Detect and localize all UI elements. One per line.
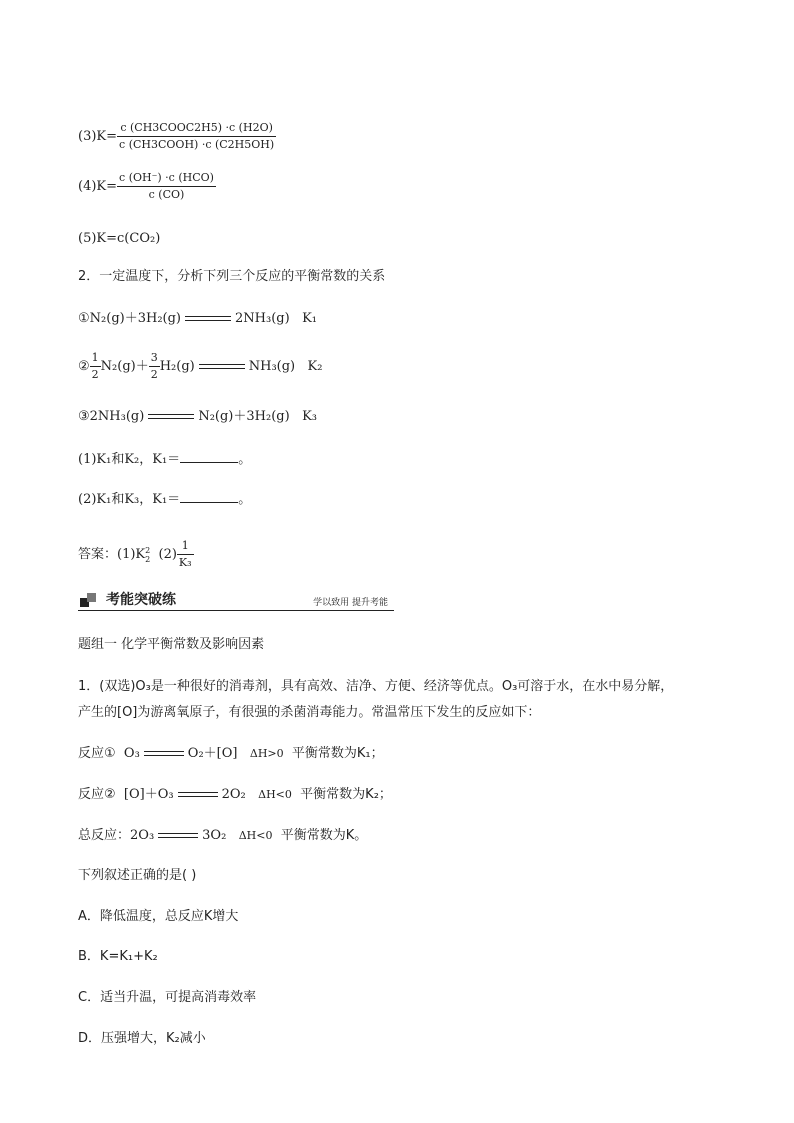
rx2-k: 平衡常数为K₂；: [300, 787, 392, 802]
r2-s1: N₂(g)＋: [100, 359, 149, 374]
option-a[interactable]: A．降低温度，总反应K增大: [78, 909, 239, 924]
section-title: 考能突破练: [106, 592, 176, 608]
r2-f1-num: 1: [91, 351, 99, 364]
r2-f2-num: 3: [150, 351, 158, 364]
rx3-lhs: 2O₃: [130, 828, 155, 843]
answer-label: 答案：(1)K: [78, 547, 146, 562]
rx3-k: 平衡常数为K。: [280, 828, 368, 843]
answer-line: [78, 538, 194, 571]
section-square-icon: [80, 593, 96, 607]
answer-fraction: [177, 538, 194, 571]
part-1-text: (1)K₁和K₂，K₁＝: [78, 452, 181, 467]
r2-rhs: NH₃(g): [248, 359, 296, 374]
equilibrium-arrow-icon: [185, 315, 231, 323]
answer-sub: 2: [145, 554, 151, 564]
r2-f1-den: 2: [91, 368, 99, 381]
q1-reaction-2: [78, 786, 392, 804]
equation-4: [78, 170, 216, 203]
equilibrium-arrow-icon: [199, 363, 245, 371]
part-1: [78, 450, 251, 469]
rx2-lhs: [O]＋O₃: [123, 787, 174, 802]
answer-sup: 2: [145, 545, 151, 555]
eq4-denominator: c (CO): [148, 188, 185, 201]
rx2-rhs: 2O₂: [221, 787, 246, 802]
rx1-lhs: O₃: [123, 746, 140, 761]
answer-mid: (2): [158, 547, 177, 562]
part-2-text: (2)K₁和K₃，K₁＝: [78, 492, 181, 507]
reaction-3: [78, 408, 317, 426]
equation-3: [78, 120, 276, 153]
equilibrium-arrow-icon: [178, 791, 218, 799]
eq3-label: (3)K=: [78, 129, 118, 144]
rx3-label: 总反应：: [78, 828, 131, 843]
equilibrium-arrow-icon: [144, 750, 184, 758]
eq3-numerator: c (CH3COOC2H5) ·c (H2O): [120, 121, 273, 134]
option-d[interactable]: D．压强增大，K₂减小: [78, 1031, 206, 1046]
group-title: 题组一 化学平衡常数及影响因素: [78, 637, 265, 652]
reaction-1: [78, 310, 317, 328]
answer-num: 1: [181, 539, 189, 552]
r1-k: K₁: [302, 311, 318, 326]
eq4-fraction: [117, 170, 216, 203]
equilibrium-arrow-icon: [158, 832, 198, 840]
rx3-dh: ΔH<0: [238, 829, 273, 842]
rx1-rhs: O₂＋[O]: [187, 746, 238, 761]
answer-den: K₃: [178, 556, 192, 569]
r1-rhs: 2NH₃(g): [235, 311, 290, 326]
r2-s2: H₂(g): [159, 359, 195, 374]
q1-reaction-1: [78, 745, 384, 763]
option-c[interactable]: C．适当升温，可提高消毒效率: [78, 990, 257, 1005]
rx1-label: 反应①: [78, 746, 116, 761]
q1-line-2: 产生的[O]为游离氧原子，有很强的杀菌消毒能力。常温常压下发生的反应如下：: [78, 705, 541, 720]
section-header: [78, 590, 394, 611]
r2-prefix: ②: [78, 359, 90, 374]
r2-k: K₂: [307, 359, 323, 374]
answer-blank-2[interactable]: [180, 490, 238, 503]
rx2-label: 反应②: [78, 787, 116, 802]
q1-ask: 下列叙述正确的是( ): [78, 868, 197, 883]
r3-lhs: ③2NH₃(g): [78, 409, 145, 424]
answer-blank-1[interactable]: [180, 450, 238, 463]
r3-rhs: N₂(g)＋3H₂(g): [198, 409, 290, 424]
q1-reaction-total: [78, 827, 367, 845]
r2-fraction-1: [90, 350, 101, 383]
rx1-k: 平衡常数为K₁；: [291, 746, 384, 761]
part-2-end: 。: [238, 492, 252, 507]
rx3-rhs: 3O₂: [202, 828, 227, 843]
r2-f2-den: 2: [150, 368, 158, 381]
r2-fraction-2: [149, 350, 160, 383]
rx1-dh: ΔH>0: [249, 747, 284, 760]
option-b[interactable]: B．K=K₁+K₂: [78, 949, 158, 964]
eq4-numerator: c (OH⁻) ·c (HCO): [119, 171, 214, 184]
eq3-fraction: [117, 120, 276, 153]
question-2-title: 2．一定温度下，分析下列三个反应的平衡常数的关系: [78, 269, 386, 284]
equation-5: (5)K=c(CO₂): [78, 231, 161, 246]
r1-lhs: ①N₂(g)＋3H₂(g): [78, 311, 181, 326]
rx2-dh: ΔH<0: [258, 788, 292, 801]
section-subtitle: 学以致用 提升考能: [313, 598, 388, 608]
r3-k: K₃: [302, 409, 318, 424]
part-1-end: 。: [238, 452, 252, 467]
eq3-denominator: c (CH3COOH) ·c (C2H5OH): [119, 138, 275, 151]
part-2: [78, 490, 251, 509]
reaction-2: [78, 350, 322, 383]
q1-line-1: 1．(双选)O₃是一种很好的消毒剂，具有高效、洁净、方便、经济等优点。O₃可溶于水，在水中易分解，: [78, 679, 674, 694]
eq4-label: (4)K=: [78, 179, 118, 194]
equilibrium-arrow-icon: [148, 413, 194, 421]
